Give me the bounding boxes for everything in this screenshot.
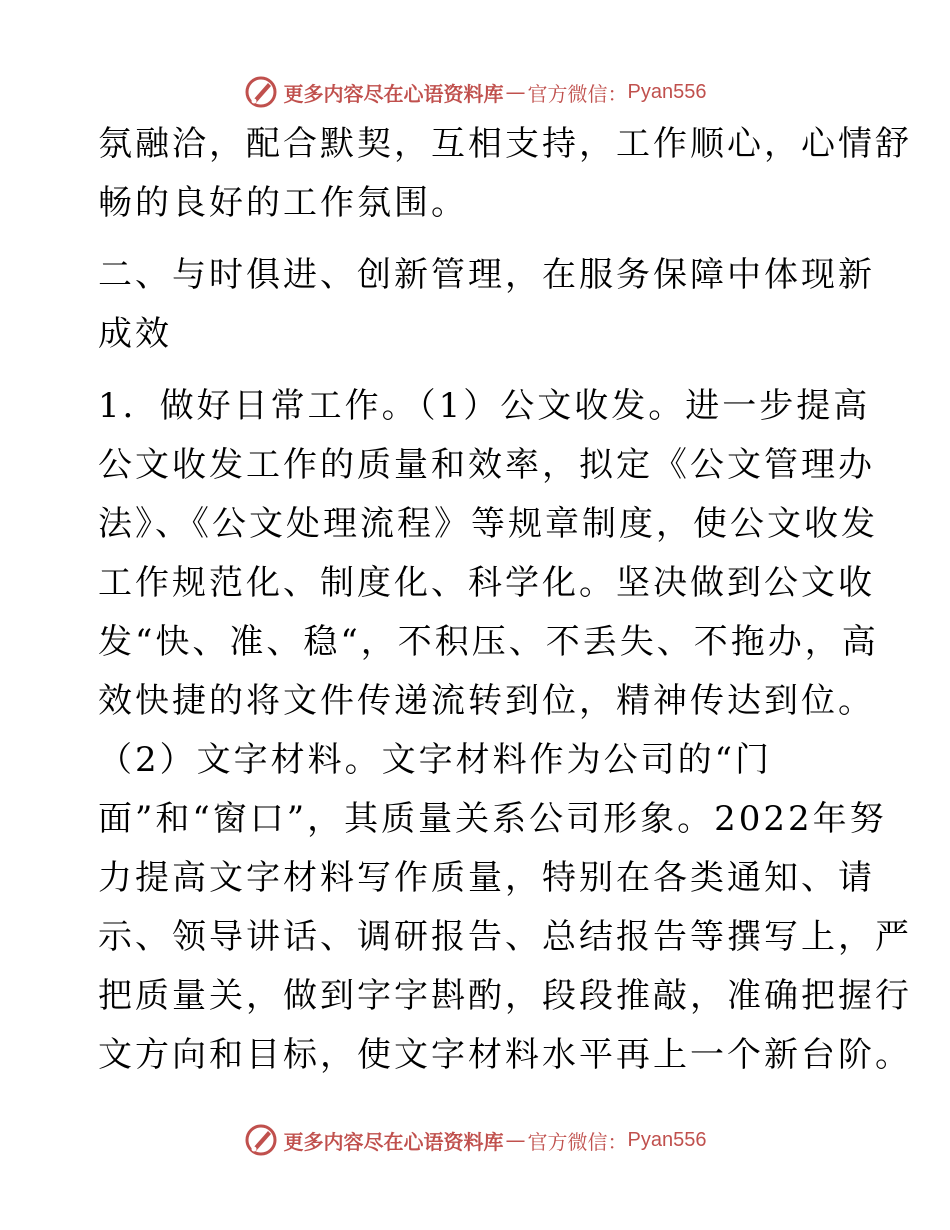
body-line: 面”和“窗口”，其质量关系公司形象。2022年努 [98,799,887,839]
header-wechat-label: 官方微信： [527,81,628,106]
section-heading-line: 成效 [98,314,172,354]
body-line: 公文收发工作的质量和效率，拟定《公文管理办 [98,445,875,485]
pen-logo-icon [244,75,278,109]
body-line: 1．做好日常工作。（1）公文收发。进一步提高 [98,386,871,426]
body-line: （2）文字材料。文字材料作为公司的“门 [98,740,773,780]
body-line: 把质量关，做到字字斟酌，段段推敲，准确把握行 [98,976,912,1016]
body-line: 示、领导讲话、调研报告、总结报告等撰写上，严 [98,917,912,957]
body-line: 文方向和目标，使文字材料水平再上一个新台阶。 [98,1035,912,1075]
footer-dash: — [505,1128,526,1152]
footer-watermark [0,1120,950,1160]
pen-logo-icon [244,1123,278,1157]
body-line: 畅的良好的工作氛围。 [98,183,468,223]
section-heading-line: 二、与时俱进、创新管理，在服务保障中体现新 [98,255,875,295]
header-dash: — [505,80,526,104]
body-line: 效快捷的将文件传递流转到位，精神传达到位。 [98,681,875,721]
body-line: 法》、《公文处理流程》等规章制度，使公文收发 [98,504,878,544]
body-line: 发“快、准、稳“，不积压、不丢失、不拖办，高 [98,622,879,662]
body-line: 氛融洽，配合默契，互相支持，工作顺心，心情舒 [98,124,912,164]
header-wechat-handle: Pyan556 [627,80,707,103]
document-body [98,115,912,1085]
header-site-name: 更多内容尽在心语资料库 [283,81,504,106]
header-watermark [0,72,950,112]
body-line: 工作规范化、制度化、科学化。坚决做到公文收 [98,563,875,603]
footer-site-name: 更多内容尽在心语资料库 [283,1129,504,1154]
footer-wechat-label: 官方微信： [527,1129,628,1154]
footer-wechat-handle: Pyan556 [627,1128,707,1151]
body-line: 力提高文字材料写作质量，特别在各类通知、请 [98,858,875,898]
